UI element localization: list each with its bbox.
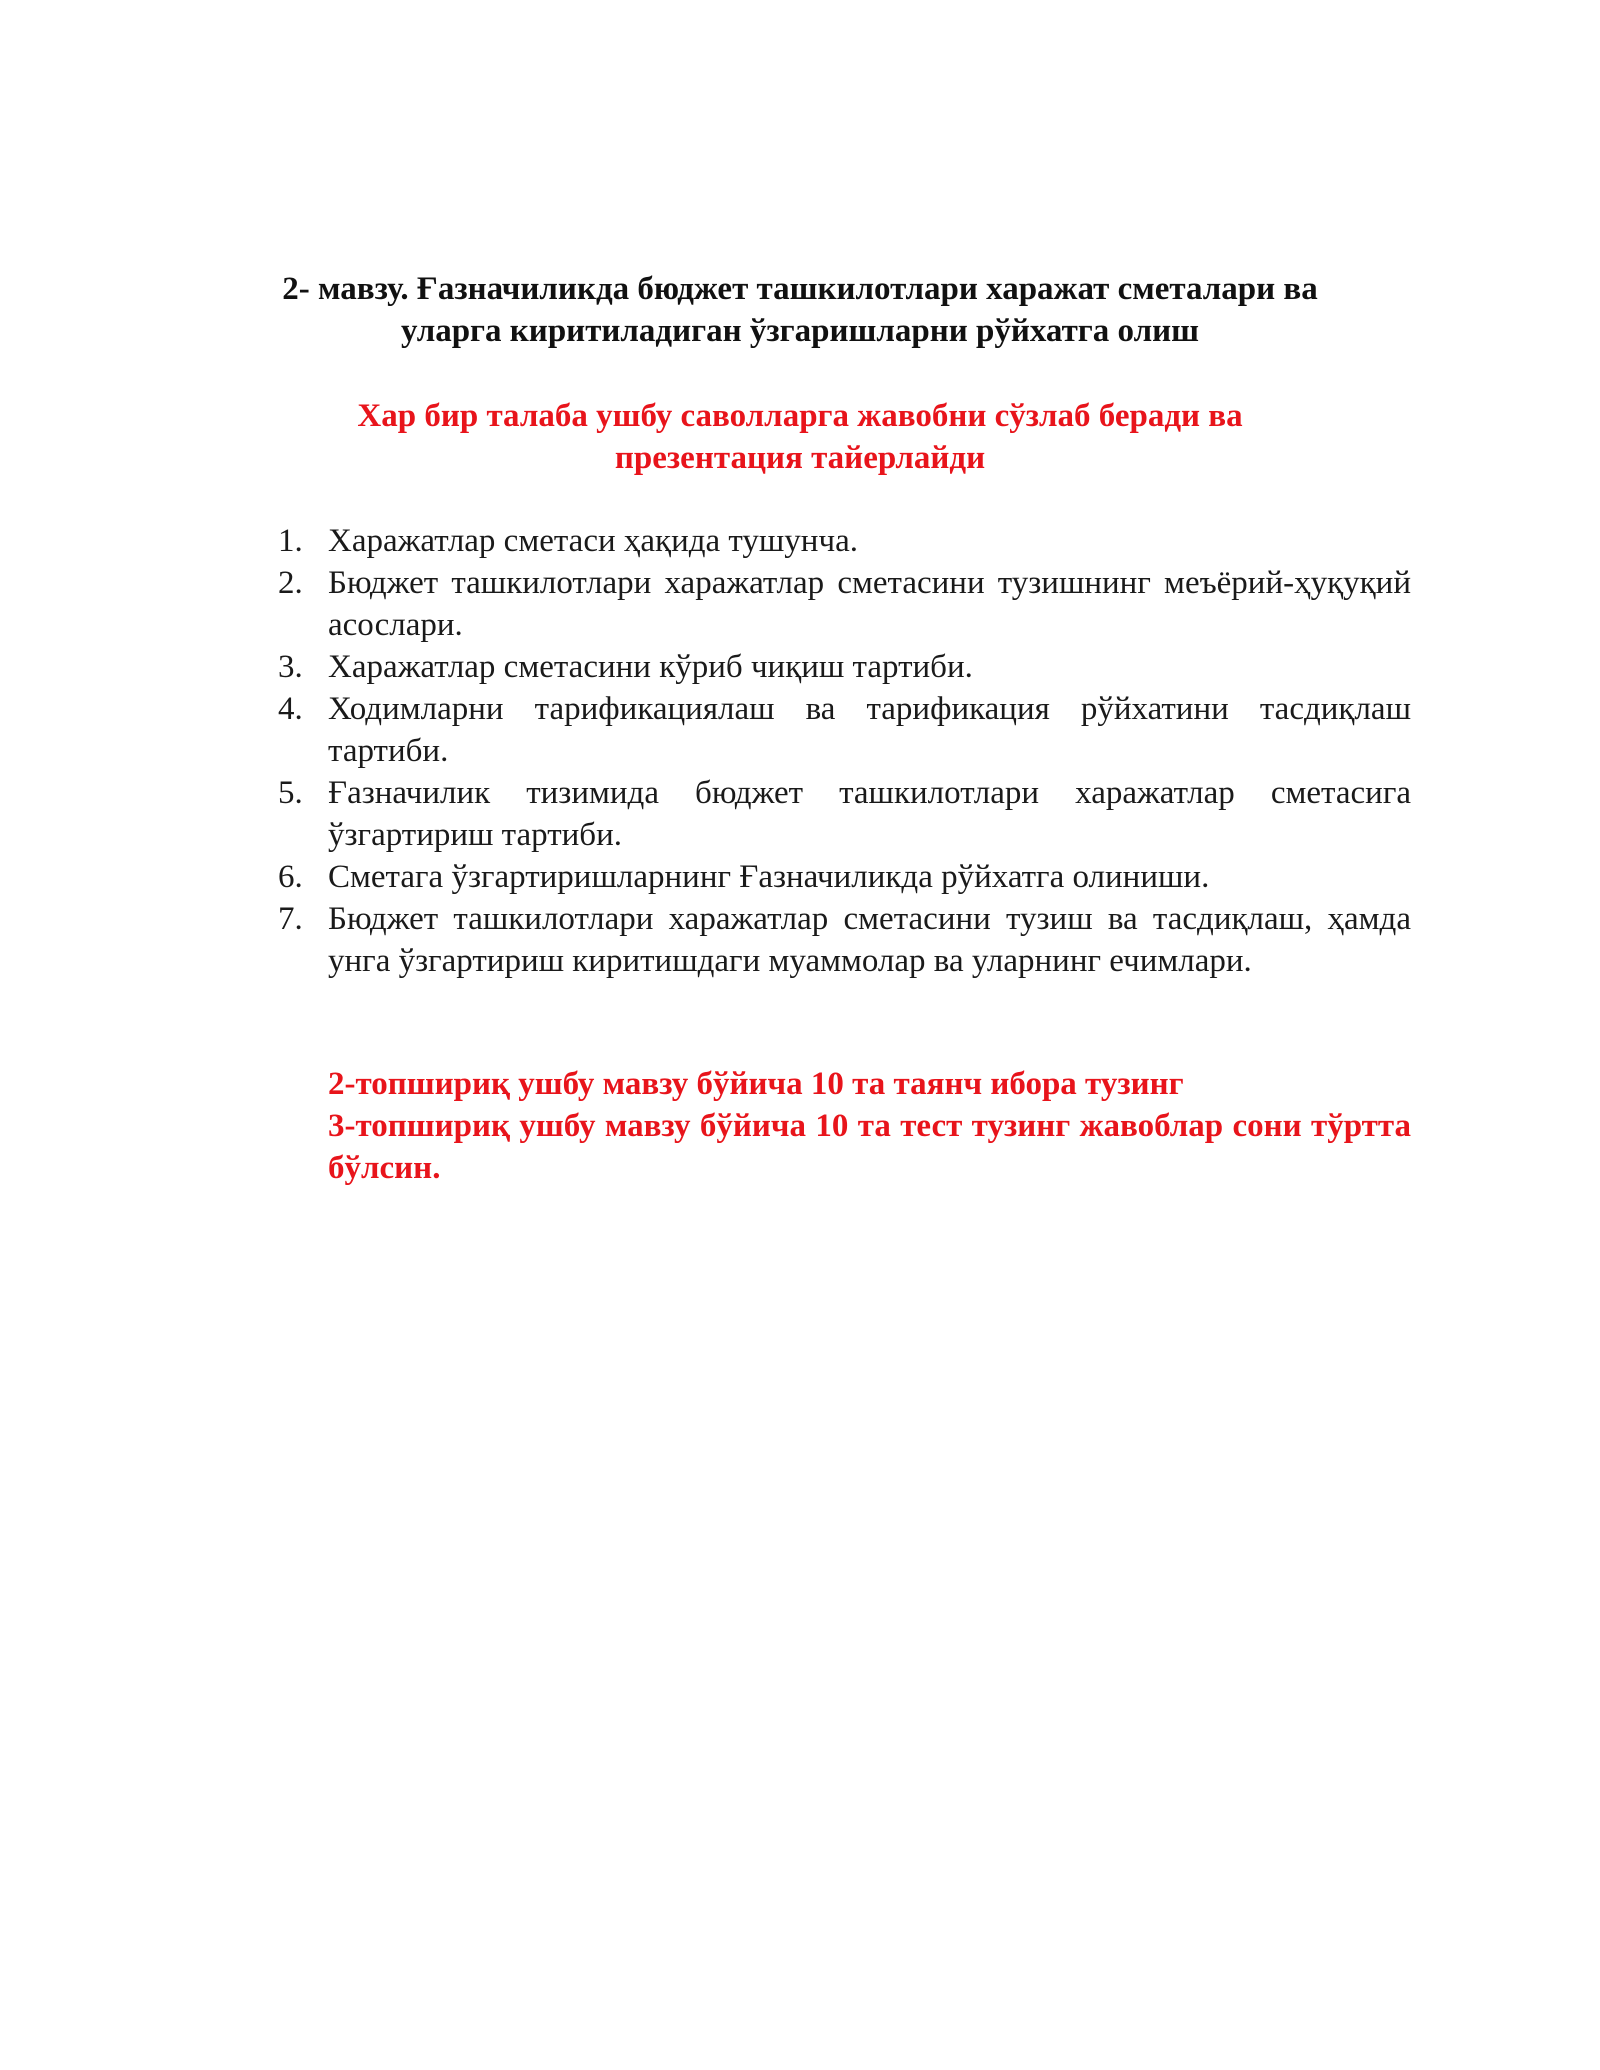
document-title bbox=[200, 268, 1400, 352]
task-block bbox=[328, 1063, 1411, 1189]
title-line-2: уларга киритиладиган ўзгаришларни рўйхатга олиш bbox=[401, 313, 1199, 349]
question-item bbox=[268, 688, 1411, 772]
task-3-text: 3-топшириқ ушбу мавзу бўйича 10 та тест тузинг жавоблар сони тўртта бўлсин. bbox=[328, 1108, 1411, 1186]
question-text: Харажатлар сметасини кўриб чиқиш тартиби. bbox=[328, 649, 973, 685]
question-text: Сметага ўзгартиришларнинг Ғазначиликда рўйхатга олиниши. bbox=[328, 859, 1210, 895]
task-2-text: 2-топшириқ ушбу мавзу бўйича 10 та таянч ибора тузинг bbox=[328, 1066, 1184, 1102]
question-item bbox=[268, 772, 1411, 856]
question-item bbox=[268, 646, 1411, 688]
instruction-line-1: Хар бир талаба ушбу саволларга жавобни сўзлаб беради ва bbox=[357, 398, 1243, 434]
question-number: 7. bbox=[278, 901, 303, 937]
question-text: Бюджет ташкилотлари харажатлар сметасини тузиш ва тасдиқлаш, ҳамда унга ўзгартириш киритишдаги муаммолар ва уларнинг ечимлари. bbox=[328, 901, 1411, 979]
title-line-1: 2- мавзу. Ғазначиликда бюджет ташкилотлари харажат сметалари ва bbox=[282, 271, 1318, 307]
student-instruction bbox=[300, 395, 1300, 479]
question-number: 3. bbox=[278, 649, 303, 685]
question-number: 5. bbox=[278, 775, 303, 811]
question-number: 2. bbox=[278, 565, 303, 601]
question-item bbox=[268, 562, 1411, 646]
question-number: 1. bbox=[278, 523, 303, 559]
question-item bbox=[268, 520, 1411, 562]
question-text: Ходимларни тарификациялаш ва тарификация рўйхатини тасдиқлаш тартиби. bbox=[328, 691, 1411, 769]
question-text: Бюджет ташкилотлари харажатлар сметасини тузишнинг меъёрий-ҳуқуқий асослари. bbox=[328, 565, 1411, 643]
question-item bbox=[268, 856, 1411, 898]
question-item bbox=[268, 898, 1411, 982]
question-number: 6. bbox=[278, 859, 303, 895]
question-text: Харажатлар сметаси ҳақида тушунча. bbox=[328, 523, 858, 559]
question-number: 4. bbox=[278, 691, 303, 727]
question-text: Ғазначилик тизимида бюджет ташкилотлари харажатлар сметасига ўзгартириш тартиби. bbox=[328, 775, 1411, 853]
instruction-line-2: презентация тайерлайди bbox=[614, 440, 986, 476]
question-list bbox=[268, 520, 1411, 982]
